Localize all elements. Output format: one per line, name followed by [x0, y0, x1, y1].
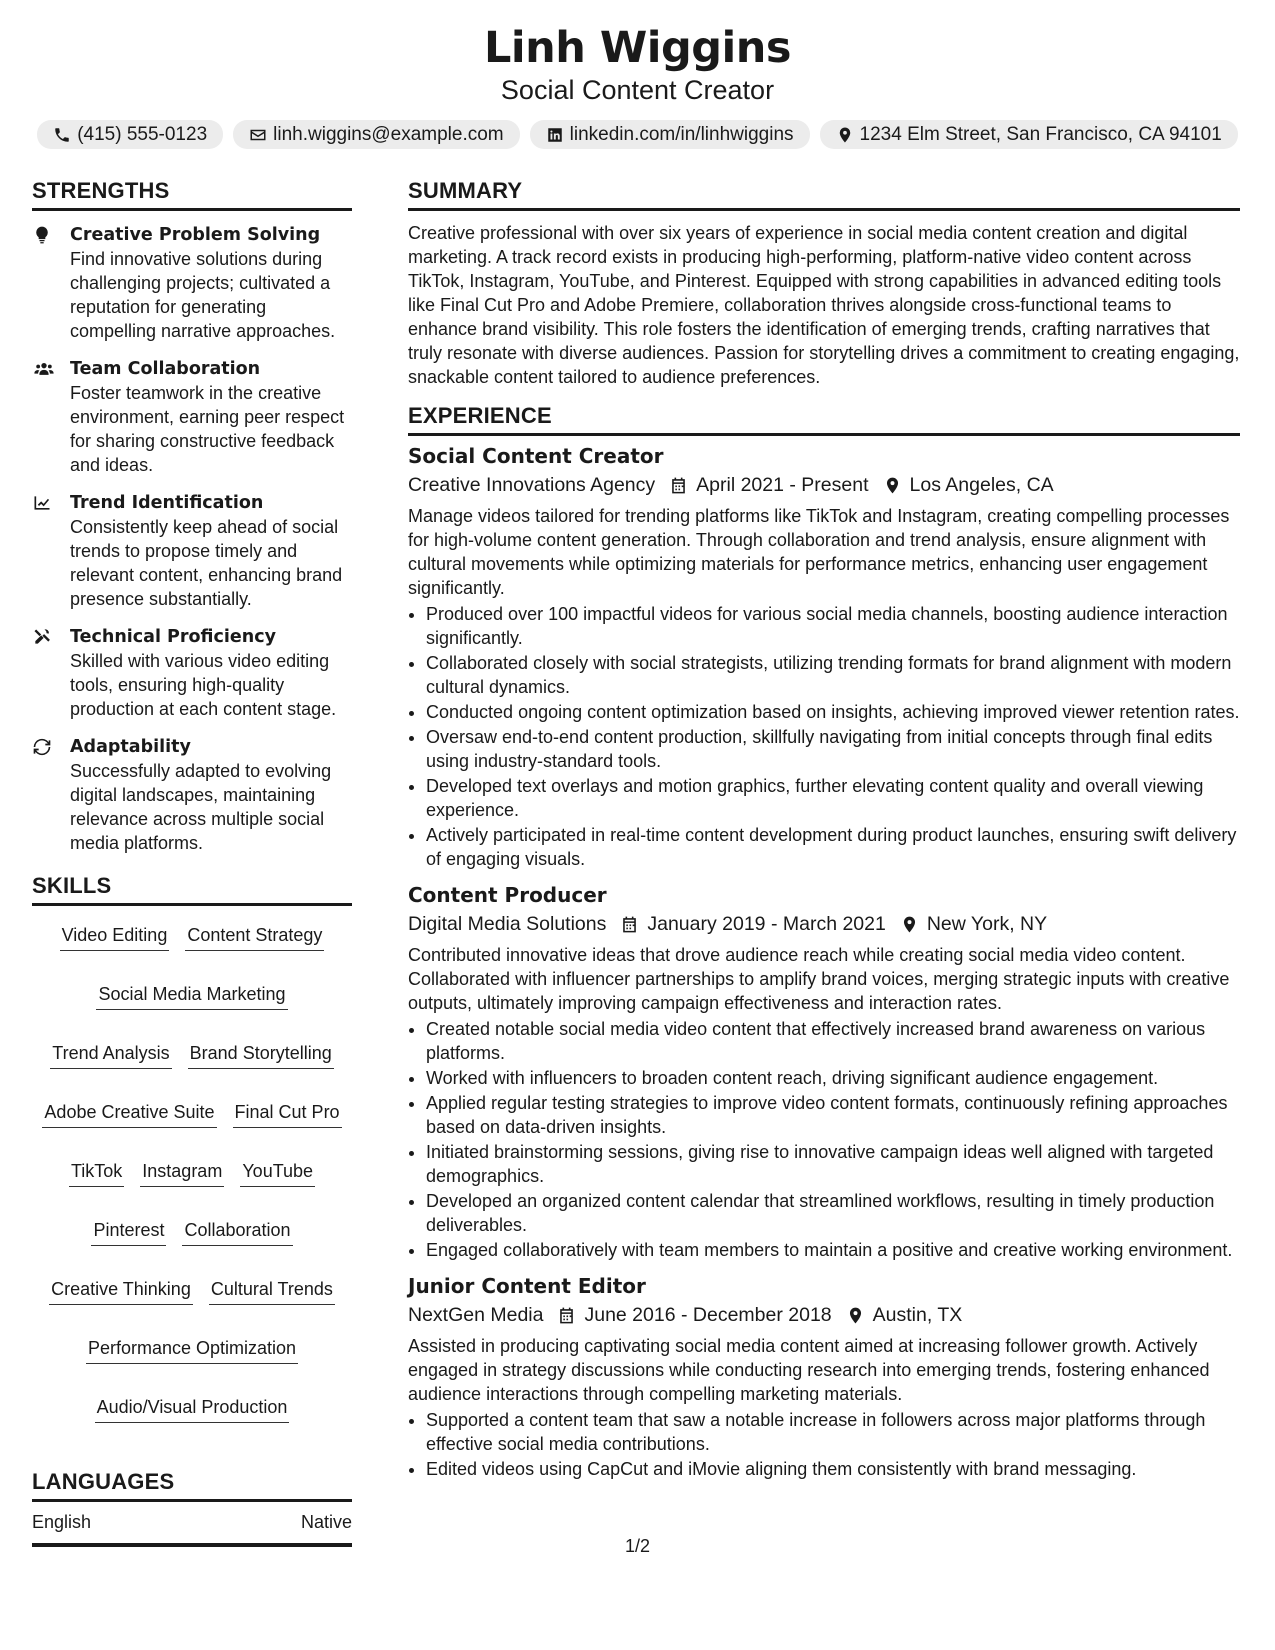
address-text: 1234 Elm Street, San Francisco, CA 94101: [859, 123, 1222, 145]
summary-text: Creative professional with over six years of experience in social media content creation and digital marketing. A track record exists in producing high-performing, platform-native video content across TikTok, Instagram, YouTube, and Pinterest. Equipped with strong capabilities in advanced editing tools like Final Cut Pro and Adobe Premiere, collaboration thrives alongside cross-functional teams to enhance brand visibility. This role fosters the identification of emerging trends, crafting narratives that truly resonate with diverse audiences. Passion for storytelling drives a commitment to creating engaging, snackable content tailored to audience preferences.: [408, 223, 1240, 387]
users-icon: [32, 359, 56, 379]
resume-body: [32, 178, 1243, 1547]
calendar-icon: [557, 1306, 576, 1325]
strength-desc: Skilled with various video editing tools, ensuring high-quality production at each content stage.: [70, 651, 337, 719]
strength-item: [32, 625, 352, 721]
phone-text: (415) 555-0123: [77, 123, 208, 145]
contact-address: [820, 120, 1238, 149]
map-pin-icon: [900, 915, 919, 934]
sync-icon: [32, 737, 52, 757]
language-level: Native: [300, 1512, 352, 1532]
job-bullet: • Created notable social media video content that effectively increased brand awareness on various platforms.: [426, 1017, 1240, 1065]
left-column: [32, 178, 352, 1547]
contact-email[interactable]: [233, 120, 520, 149]
candidate-title: Social Content Creator: [500, 75, 775, 105]
contact-phone[interactable]: [37, 120, 223, 149]
skill-tag: Content Strategy: [185, 922, 324, 951]
strength-desc: Find innovative solutions during challenging projects; cultivated a reputation for generating compelling narrative approaches.: [70, 249, 336, 341]
skill-tag: Pinterest: [91, 1217, 166, 1246]
contact-bar: [0, 120, 1275, 149]
strength-item: [32, 735, 352, 855]
skill-tag: Instagram: [140, 1158, 224, 1187]
job-bullet: • Supported a content team that saw a notable increase in followers across major platforms through effective social media contributions.: [426, 1408, 1240, 1456]
language-name: English: [32, 1512, 92, 1532]
job-company: Digital Media Solutions: [408, 913, 607, 935]
strength-title: Trend Identification: [70, 493, 264, 513]
job-title: Social Content Creator: [408, 444, 664, 468]
job-bullet: • Conducted ongoing content optimization based on insights, achieving improved viewer retention rates.: [426, 700, 1240, 724]
right-column: [408, 178, 1240, 1547]
strength-item: [32, 491, 352, 611]
map-pin-icon: [836, 126, 854, 144]
job-meta: [408, 470, 1240, 500]
job-entry: [408, 442, 1240, 871]
job-bullet: • Oversaw end-to-end content production, skillfully navigating from initial concepts through final edits using industry-standard tools.: [426, 725, 1240, 773]
job-company: NextGen Media: [408, 1304, 544, 1326]
map-pin-icon: [883, 476, 902, 495]
skill-tag: Trend Analysis: [50, 1040, 171, 1069]
job-title: Junior Content Editor: [408, 1274, 646, 1298]
job-dates: January 2019 - March 2021: [647, 913, 886, 935]
map-pin-icon: [846, 1306, 865, 1325]
skill-tag: Creative Thinking: [49, 1276, 193, 1305]
strength-desc: Foster teamwork in the creative environment, earning peer respect for sharing constructive feedback and ideas.: [70, 383, 345, 475]
job-entry: [408, 881, 1240, 1262]
job-bullets: [408, 1017, 1240, 1262]
calendar-icon: [669, 476, 688, 495]
job-bullet: • Edited videos using CapCut and iMovie aligning them consistently with brand messaging.: [426, 1457, 1240, 1481]
skill-tag: Brand Storytelling: [188, 1040, 334, 1069]
strength-desc: Successfully adapted to evolving digital landscapes, maintaining relevance across multiple social media platforms.: [70, 761, 332, 853]
skill-tag: TikTok: [69, 1158, 124, 1187]
job-description: Manage videos tailored for trending platforms like TikTok and Instagram, creating compelling processes for high-volume content generation. Through collaboration and trend analysis, ensure alignment with cultural movements while optimizing materials for performance metrics, enhancing user engagement significantly.: [408, 506, 1230, 598]
email-text: linh.wiggins@example.com: [273, 123, 504, 145]
job-meta: [408, 909, 1240, 939]
strength-title: Technical Proficiency: [70, 627, 276, 647]
skill-tag: YouTube: [240, 1158, 315, 1187]
skill-tag: Final Cut Pro: [233, 1099, 342, 1128]
strength-title: Adaptability: [70, 737, 191, 757]
contact-linkedin[interactable]: [530, 120, 810, 149]
languages-heading: LANGUAGES: [32, 1469, 352, 1502]
lightbulb-icon: [32, 225, 52, 245]
job-bullet: • Initiated brainstorming sessions, giving rise to innovative campaign ideas well aligned with targeted demographics.: [426, 1140, 1240, 1188]
job-dates: April 2021 - Present: [696, 474, 869, 496]
skill-tag: Collaboration: [182, 1217, 292, 1246]
job-bullet: • Worked with influencers to broaden content reach, driving significant audience engagement.: [426, 1066, 1240, 1090]
job-title: Content Producer: [408, 883, 607, 907]
skill-tag: Audio/Visual Production: [95, 1394, 290, 1423]
job-location: Los Angeles, CA: [909, 474, 1054, 496]
job-bullets: [408, 1408, 1240, 1481]
chart-line-icon: [32, 493, 52, 513]
job-location: Austin, TX: [872, 1304, 963, 1326]
summary-heading: SUMMARY: [408, 178, 1240, 211]
calendar-icon: [620, 915, 639, 934]
skill-tag: Social Media Marketing: [96, 981, 287, 1010]
job-meta: [408, 1300, 1240, 1330]
job-bullet: • Actively participated in real-time content development during product launches, ensuring swift delivery of engaging visuals.: [426, 823, 1240, 871]
job-bullet: • Produced over 100 impactful videos for various social media channels, boosting audience interaction significantly.: [426, 602, 1240, 650]
skill-tag: Cultural Trends: [209, 1276, 335, 1305]
job-bullet: • Developed an organized content calendar that streamlined workflows, resulting in timely production deliverables.: [426, 1189, 1240, 1237]
job-bullet: • Engaged collaboratively with team members to maintain a positive and creative working environment.: [426, 1238, 1240, 1262]
candidate-name: Linh Wiggins: [483, 23, 791, 73]
envelope-icon: [249, 126, 267, 144]
skill-tag: Video Editing: [60, 922, 170, 951]
skills-heading: SKILLS: [32, 873, 352, 906]
strength-desc: Consistently keep ahead of social trends to propose timely and relevant content, enhancing brand presence substantially.: [70, 517, 343, 609]
job-entry: [408, 1272, 1240, 1481]
page-number: 1/2: [624, 1536, 651, 1556]
strength-title: Team Collaboration: [70, 359, 261, 379]
skills-list: [32, 916, 352, 1423]
linkedin-icon: [546, 126, 564, 144]
job-company: Creative Innovations Agency: [408, 474, 656, 496]
job-bullets: [408, 602, 1240, 871]
resume-header: [0, 0, 1275, 149]
skill-tag: Performance Optimization: [86, 1335, 298, 1364]
strengths-heading: STRENGTHS: [32, 178, 352, 211]
job-dates: June 2016 - December 2018: [584, 1304, 832, 1326]
experience-heading: EXPERIENCE: [408, 403, 1240, 436]
job-description: Contributed innovative ideas that drove audience reach while creating social media video content. Collaborated with influencer partnerships to amplify brand voices, merging strategic inputs with creative outputs, ultimately improving campaign effectiveness and interaction rates.: [408, 945, 1230, 1013]
job-bullet: • Applied regular testing strategies to improve video content formats, continuously refining approaches based on data-driven insights.: [426, 1091, 1240, 1139]
job-bullet: • Collaborated closely with social strategists, utilizing trending formats for brand alignment with modern cultural dynamics.: [426, 651, 1240, 699]
strengths-list: [32, 221, 352, 855]
job-location: New York, NY: [926, 913, 1048, 935]
strength-item: [32, 357, 352, 477]
linkedin-text: linkedin.com/in/linhwiggins: [569, 123, 794, 145]
tools-icon: [32, 627, 52, 647]
strength-item: [32, 223, 352, 343]
job-description: Assisted in producing captivating social media content aimed at increasing follower growth. Actively engaged in strategy discussions while conducting research into emerging trends, fostering enhanced audience interactions through compelling marketing materials.: [408, 1336, 1210, 1404]
phone-icon: [53, 126, 71, 144]
strength-title: Creative Problem Solving: [70, 225, 321, 245]
job-bullet: • Developed text overlays and motion graphics, further elevating content quality and overall viewing experience.: [426, 774, 1240, 822]
skill-tag: Adobe Creative Suite: [42, 1099, 216, 1128]
